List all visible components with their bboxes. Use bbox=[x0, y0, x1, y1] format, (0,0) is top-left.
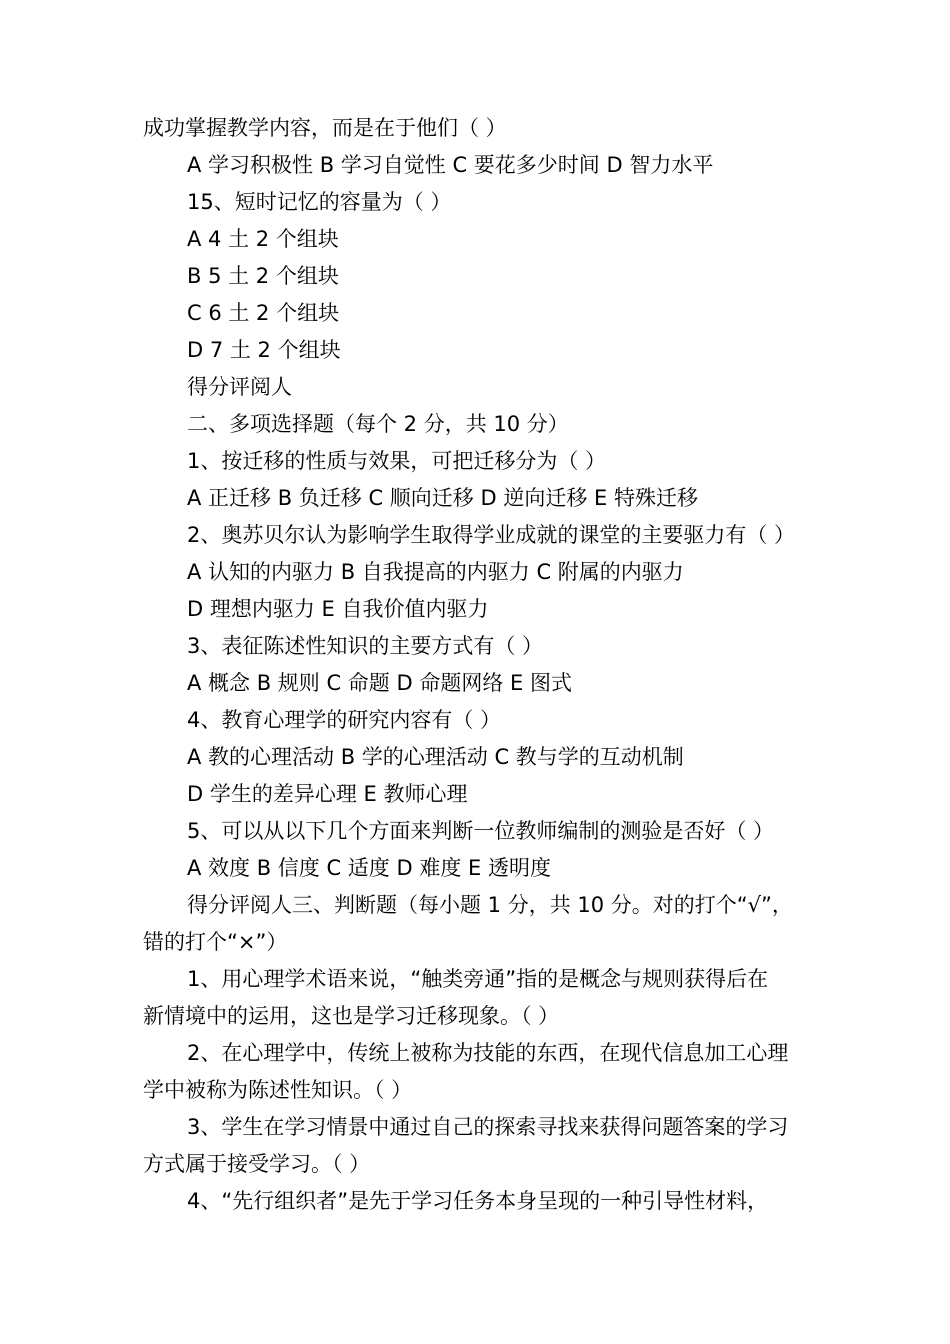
question: 1、用心理学术语来说，“触类旁通”指的是概念与规则获得后在 bbox=[187, 967, 769, 991]
question: 3、表征陈述性知识的主要方式有（ ） bbox=[187, 634, 544, 658]
section-heading: 二、多项选择题（每个 2 分，共 10 分） bbox=[187, 412, 569, 436]
text-line: A 4 土 2 个组块 bbox=[187, 227, 339, 251]
answer-options: A 教的心理活动 B 学的心理活动 C 教与学的互动机制 bbox=[187, 745, 684, 769]
text-line: 成功掌握教学内容，而是在于他们（ ） bbox=[143, 116, 507, 140]
section-heading: 得分评阅人三、判断题（每小题 1 分，共 10 分。对的打个“√”， bbox=[187, 893, 793, 917]
question: 4、教育心理学的研究内容有（ ） bbox=[187, 708, 502, 732]
question: 2、奥苏贝尔认为影响学生取得学业成就的课堂的主要驱力有（ ） bbox=[187, 523, 796, 547]
text-line: D 7 土 2 个组块 bbox=[187, 338, 341, 362]
answer-options: A 认知的内驱力 B 自我提高的内驱力 C 附属的内驱力 bbox=[187, 560, 684, 584]
text-line: A 学习积极性 B 学习自觉性 C 要花多少时间 D 智力水平 bbox=[187, 153, 714, 177]
question-cont: 方式属于接受学习。（ ） bbox=[143, 1152, 371, 1176]
text-line: B 5 土 2 个组块 bbox=[187, 264, 339, 288]
text-line: C 6 土 2 个组块 bbox=[187, 301, 340, 325]
question: 4、“先行组织者”是先于学习任务本身呈现的一种引导性材料， bbox=[187, 1189, 769, 1213]
question: 5、可以从以下几个方面来判断一位教师编制的测验是否好（ ） bbox=[187, 819, 775, 843]
question-cont: 新情境中的运用，这也是学习迁移现象。（ ） bbox=[143, 1004, 560, 1028]
answer-options: A 效度 B 信度 C 适度 D 难度 E 透明度 bbox=[187, 856, 551, 880]
question: 1、按迁移的性质与效果，可把迁移分为（ ） bbox=[187, 449, 607, 473]
question: 2、在心理学中，传统上被称为技能的东西，在现代信息加工心理 bbox=[187, 1041, 789, 1065]
text-line: 得分评阅人 bbox=[187, 375, 292, 399]
answer-options: A 概念 B 规则 C 命题 D 命题网络 E 图式 bbox=[187, 671, 572, 695]
question: 3、学生在学习情景中通过自己的探索寻找来获得问题答案的学习 bbox=[187, 1115, 789, 1139]
section-heading-cont: 错的打个“×”） bbox=[143, 930, 288, 954]
question-cont: 学中被称为陈述性知识。（ ） bbox=[143, 1078, 413, 1102]
text-line: 15、短时记忆的容量为（ ） bbox=[187, 190, 452, 214]
answer-options: D 学生的差异心理 E 教师心理 bbox=[187, 782, 468, 806]
answer-options: D 理想内驱力 E 自我价值内驱力 bbox=[187, 597, 489, 621]
answer-options: A 正迁移 B 负迁移 C 顺向迁移 D 逆向迁移 E 特殊迁移 bbox=[187, 486, 698, 510]
